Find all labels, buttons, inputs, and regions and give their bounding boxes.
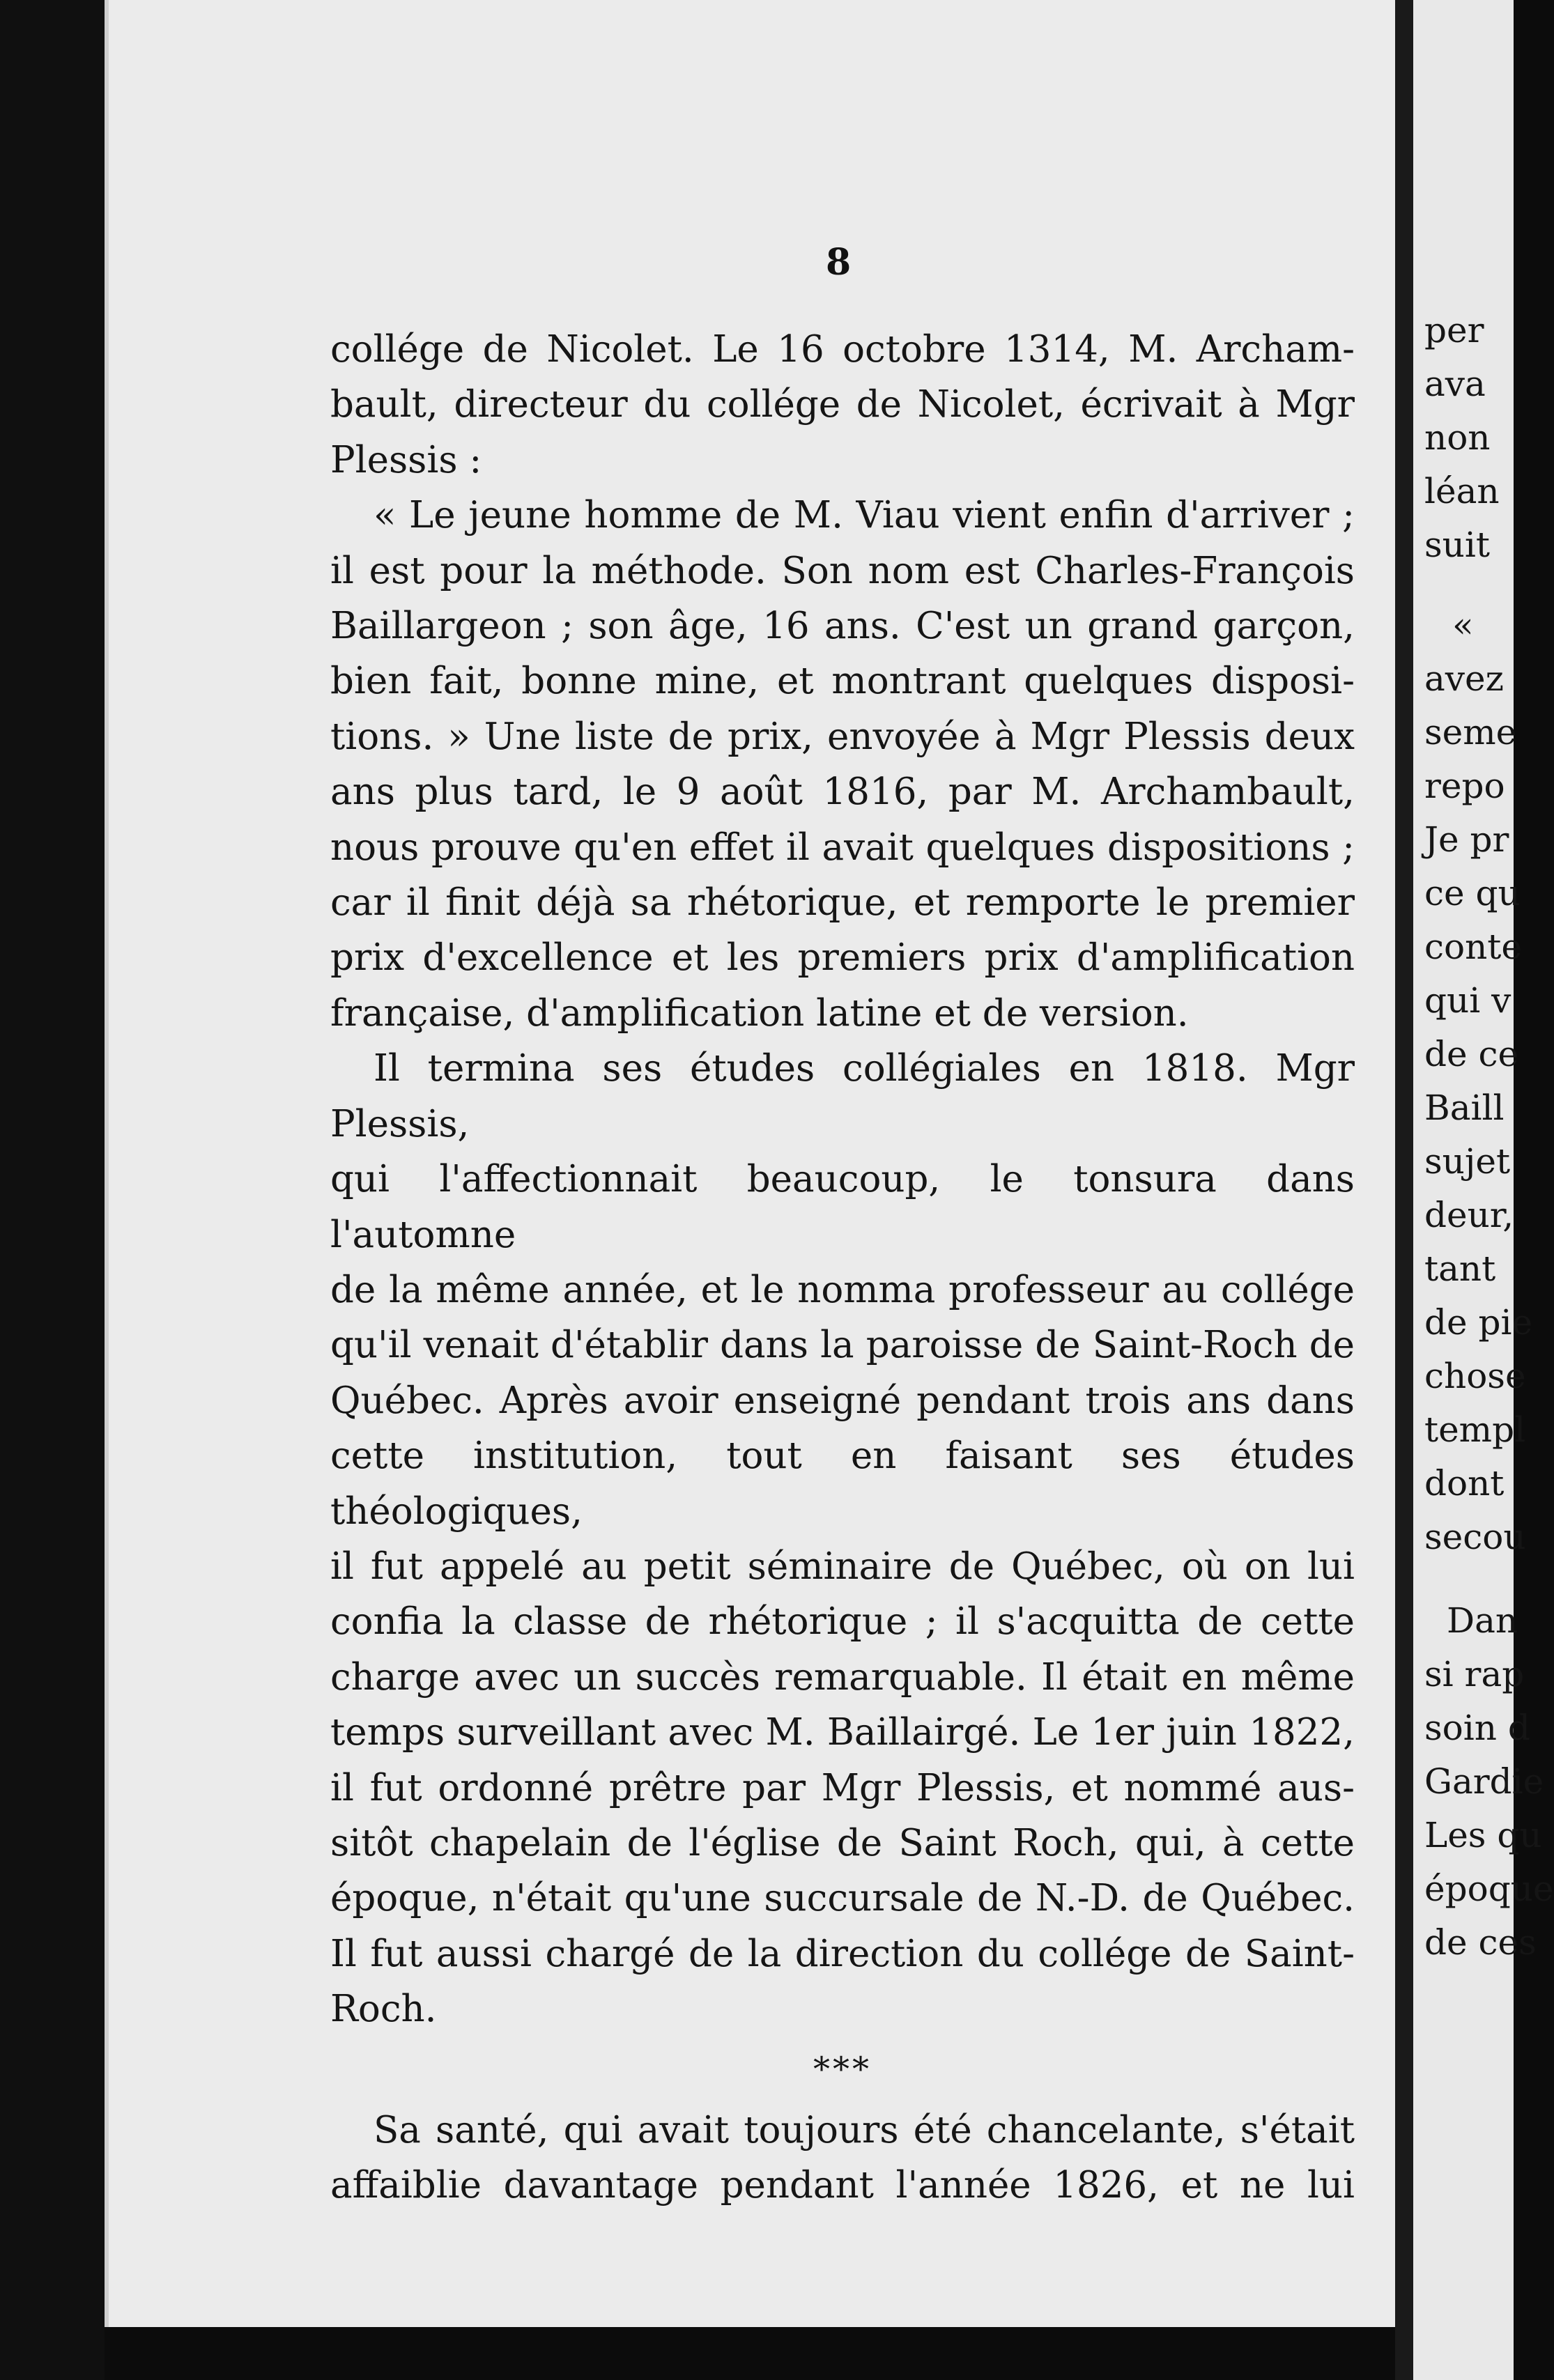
fragment-line: per: [1424, 310, 1484, 350]
text-line: française, d'amplification latine et de version.: [330, 991, 1189, 1035]
fragment-line: «: [1452, 605, 1474, 645]
fragment-line: dont: [1424, 1463, 1505, 1504]
fragment-line: de ces: [1424, 1922, 1537, 1963]
fragment-line: tant: [1424, 1249, 1496, 1289]
text-line: bault, directeur du collége de Nicolet, écrivait à Mgr: [330, 383, 1355, 426]
fragment-line: époque: [1424, 1869, 1554, 1909]
fragment-line: Dan: [1447, 1600, 1518, 1641]
text-line: Roch.: [330, 1988, 437, 2031]
fragment-line: seme: [1424, 712, 1517, 752]
fragment-line: Les qu: [1424, 1815, 1542, 1855]
text-line: charge avec un succès remarquable. Il était en même: [330, 1655, 1355, 1699]
fragment-line: ava: [1424, 364, 1486, 404]
text-line: sitôt chapelain de l'église de Saint Roch, qui, à cette: [330, 1821, 1355, 1864]
fragment-line: sujet: [1424, 1141, 1511, 1182]
text-line: bien fait, bonne mine, et montrant quelques disposi-: [330, 660, 1355, 703]
text-line: car il finit déjà sa rhétorique, et remporte le premier: [330, 881, 1355, 925]
fragment-line: Gardie: [1424, 1761, 1544, 1802]
fragment-line: si rap: [1424, 1654, 1525, 1694]
text-line: confia la classe de rhétorique ; il s'acquitta de cette: [330, 1600, 1355, 1644]
text-line: Il fut aussi chargé de la direction du collége de Saint-: [330, 1932, 1355, 1975]
fragment-line: Je pr: [1424, 819, 1509, 860]
text-line: « Le jeune homme de M. Viau vient enfin d'arriver ;: [374, 494, 1355, 537]
text-line: Baillargeon ; son âge, 16 ans. C'est un grand garçon,: [330, 605, 1355, 648]
fragment-line: soin d: [1424, 1708, 1530, 1748]
text-line: prix d'excellence et les premiers prix d'amplification: [330, 936, 1355, 980]
text-line: tions. » Une liste de prix, envoyée à Mgr Plessis deux: [330, 715, 1355, 758]
text-line: Il termina ses études collégiales en 1818. Mgr Plessis,: [330, 1047, 1355, 1145]
text-line: nous prouve qu'en effet il avait quelques dispositions ;: [330, 826, 1355, 869]
text-line: affaiblie davantage pendant l'année 1826, et ne lui: [330, 2164, 1355, 2207]
text-line: collége de Nicolet. Le 16 octobre 1314, M. Archam-: [330, 328, 1355, 371]
main-text-block: [330, 322, 1355, 2213]
text-line: cette institution, tout en faisant ses études théologiques,: [330, 1435, 1355, 1533]
text-line: époque, n'était qu'une succursale de N.-D. de Québec.: [330, 1877, 1355, 1920]
fragment-line: avez: [1424, 658, 1504, 699]
fragment-line: repo: [1424, 766, 1505, 806]
adjacent-page-edge: [1413, 0, 1554, 2380]
fragment-line: templ: [1424, 1409, 1526, 1450]
fragment-line: de pie: [1424, 1302, 1533, 1343]
text-line: Plessis :: [330, 438, 482, 481]
fragment-line: non: [1424, 417, 1491, 458]
text-line: il fut ordonné prêtre par Mgr Plessis, et nommé aus-: [330, 1766, 1355, 1809]
section-asterism: ***: [813, 2049, 872, 2089]
fragment-line: ce qu: [1424, 873, 1521, 913]
fragment-line: suit: [1424, 525, 1490, 565]
fragment-line: chose: [1424, 1356, 1526, 1396]
text-line: ans plus tard, le 9 août 1816, par M. Archambault,: [330, 771, 1355, 814]
text-line: il fut appelé au petit séminaire de Québec, où on lui: [330, 1545, 1355, 1588]
page-gutter: [1395, 0, 1413, 2380]
text-line: il est pour la méthode. Son nom est Charles-François: [330, 549, 1355, 592]
page-number: 8: [826, 241, 852, 284]
text-line: Sa santé, qui avait toujours été chancelante, s'était: [374, 2108, 1355, 2151]
fragment-line: qui v: [1424, 980, 1511, 1021]
fragment-line: secou: [1424, 1517, 1526, 1557]
fragment-line: de ce: [1424, 1034, 1519, 1074]
scan-left-border: [0, 0, 105, 2380]
text-line: Québec. Après avoir enseigné pendant trois ans dans: [330, 1379, 1355, 1422]
text-line: temps surveillant avec M. Baillairgé. Le 1er juin 1822,: [330, 1711, 1355, 1754]
fragment-line: conte: [1424, 927, 1522, 967]
text-line: qu'il venait d'établir dans la paroisse de Saint-Roch de: [330, 1324, 1355, 1367]
fragment-line: léan: [1424, 471, 1500, 511]
fragment-line: deur,: [1424, 1195, 1514, 1235]
text-line: de la même année, et le nomma professeur au collége: [330, 1268, 1355, 1311]
text-line: qui l'affectionnait beaucoup, le tonsura dans l'automne: [330, 1158, 1355, 1256]
fragment-line: Baill: [1424, 1088, 1505, 1128]
